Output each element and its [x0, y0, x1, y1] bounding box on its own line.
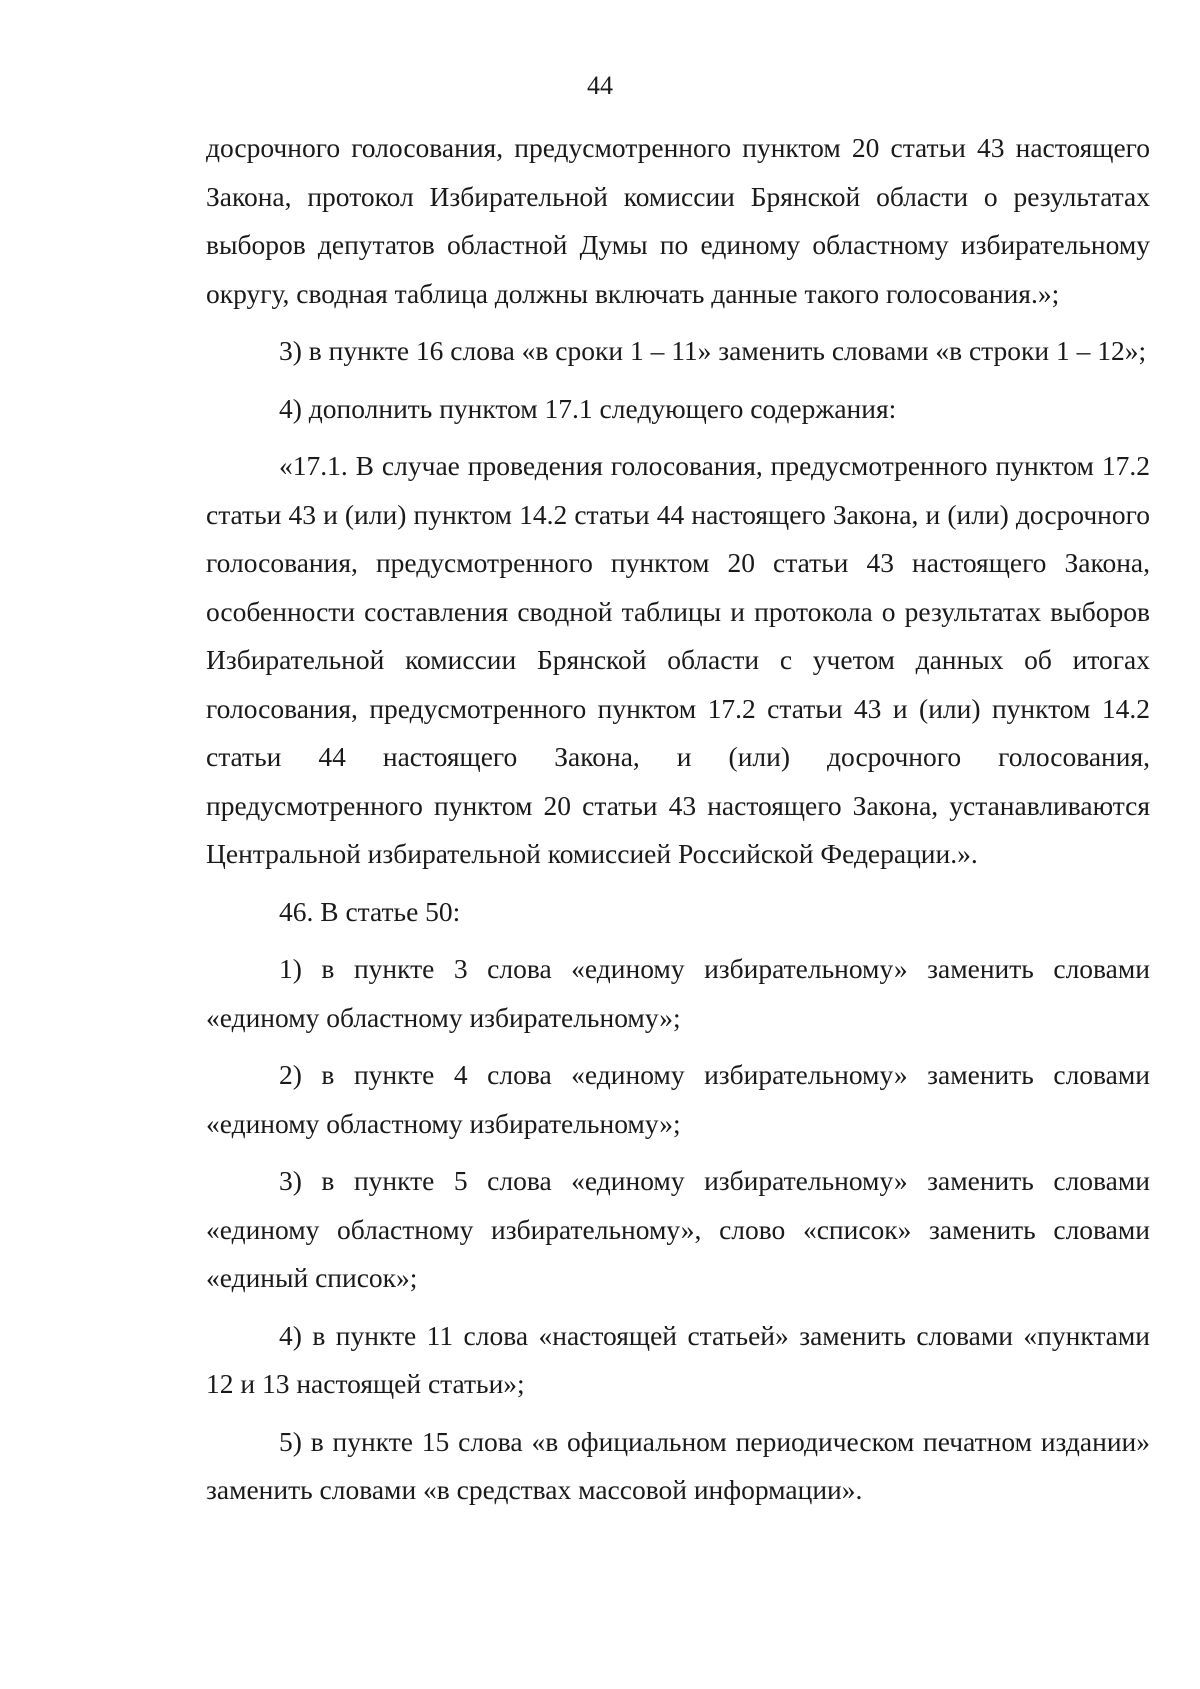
paragraph-item-4: 4) дополнить пунктом 17.1 следующего содержания:: [279, 392, 897, 424]
paragraph-item-3-b: 3) в пункте 5 слова «единому избирательному» заменить словами «единому областному избирательному», слово «список» заменить словами «единый список»;: [206, 1165, 1150, 1293]
paragraph-item-3: 3) в пункте 16 слова «в сроки 1 – 11» заменить словами «в строки 1 – 12»;: [279, 335, 1147, 366]
paragraph-item-1: 1) в пункте 3 слова «единому избирательному» заменить словами «единому областному избирательному»;: [206, 953, 1150, 1033]
document-body: [206, 124, 1150, 1524]
paragraph-quoted-17-1: «17.1. В случае проведения голосования, предусмотренного пунктом 17.2 статьи 43 и (или) пунктом 14.2 статьи 44 настоящего Закона, и (или) досрочного голосования, предусмотренного пунктом 20 статьи 43 настоящего Закона, особенности составления сводной таблицы и протокола о результатах выборов Избирательной комиссии Брянской области с учетом данных об итогах голосования, предусмотренного пунктом 17.2 статьи 43 и (или) пунктом 14.2 статьи 44 настоящего Закона, и (или) досрочного голосования, предусмотренного пунктом 20 статьи 43 настоящего Закона, устанавливаются Центральной избирательной комиссией Российской Федерации.».: [206, 450, 1150, 869]
paragraph-item-4-b: 4) в пункте 11 слова «настоящей статьей» заменить словами «пунктами 12 и 13 настоящей статьи»;: [206, 1319, 1150, 1399]
paragraph-continuation: досрочного голосования, предусмотренного пунктом 20 статьи 43 настоящего Закона, протокол Избирательной комиссии Брянской области о результатах выборов депутатов областной Думы по единому областному избирательному округу, сводная таблица должны включать данные такого голосования.»;: [206, 132, 1150, 309]
paragraph-item-2: 2) в пункте 4 слова «единому избирательному» заменить словами «единому областному избирательному»;: [206, 1059, 1150, 1139]
section-heading-46: 46. В статье 50:: [279, 895, 461, 927]
paragraph-item-5: 5) в пункте 15 слова «в официальном периодическом печатном издании» заменить словами «в средствах массовой информации».: [206, 1425, 1150, 1505]
page-number: 44: [587, 71, 613, 100]
